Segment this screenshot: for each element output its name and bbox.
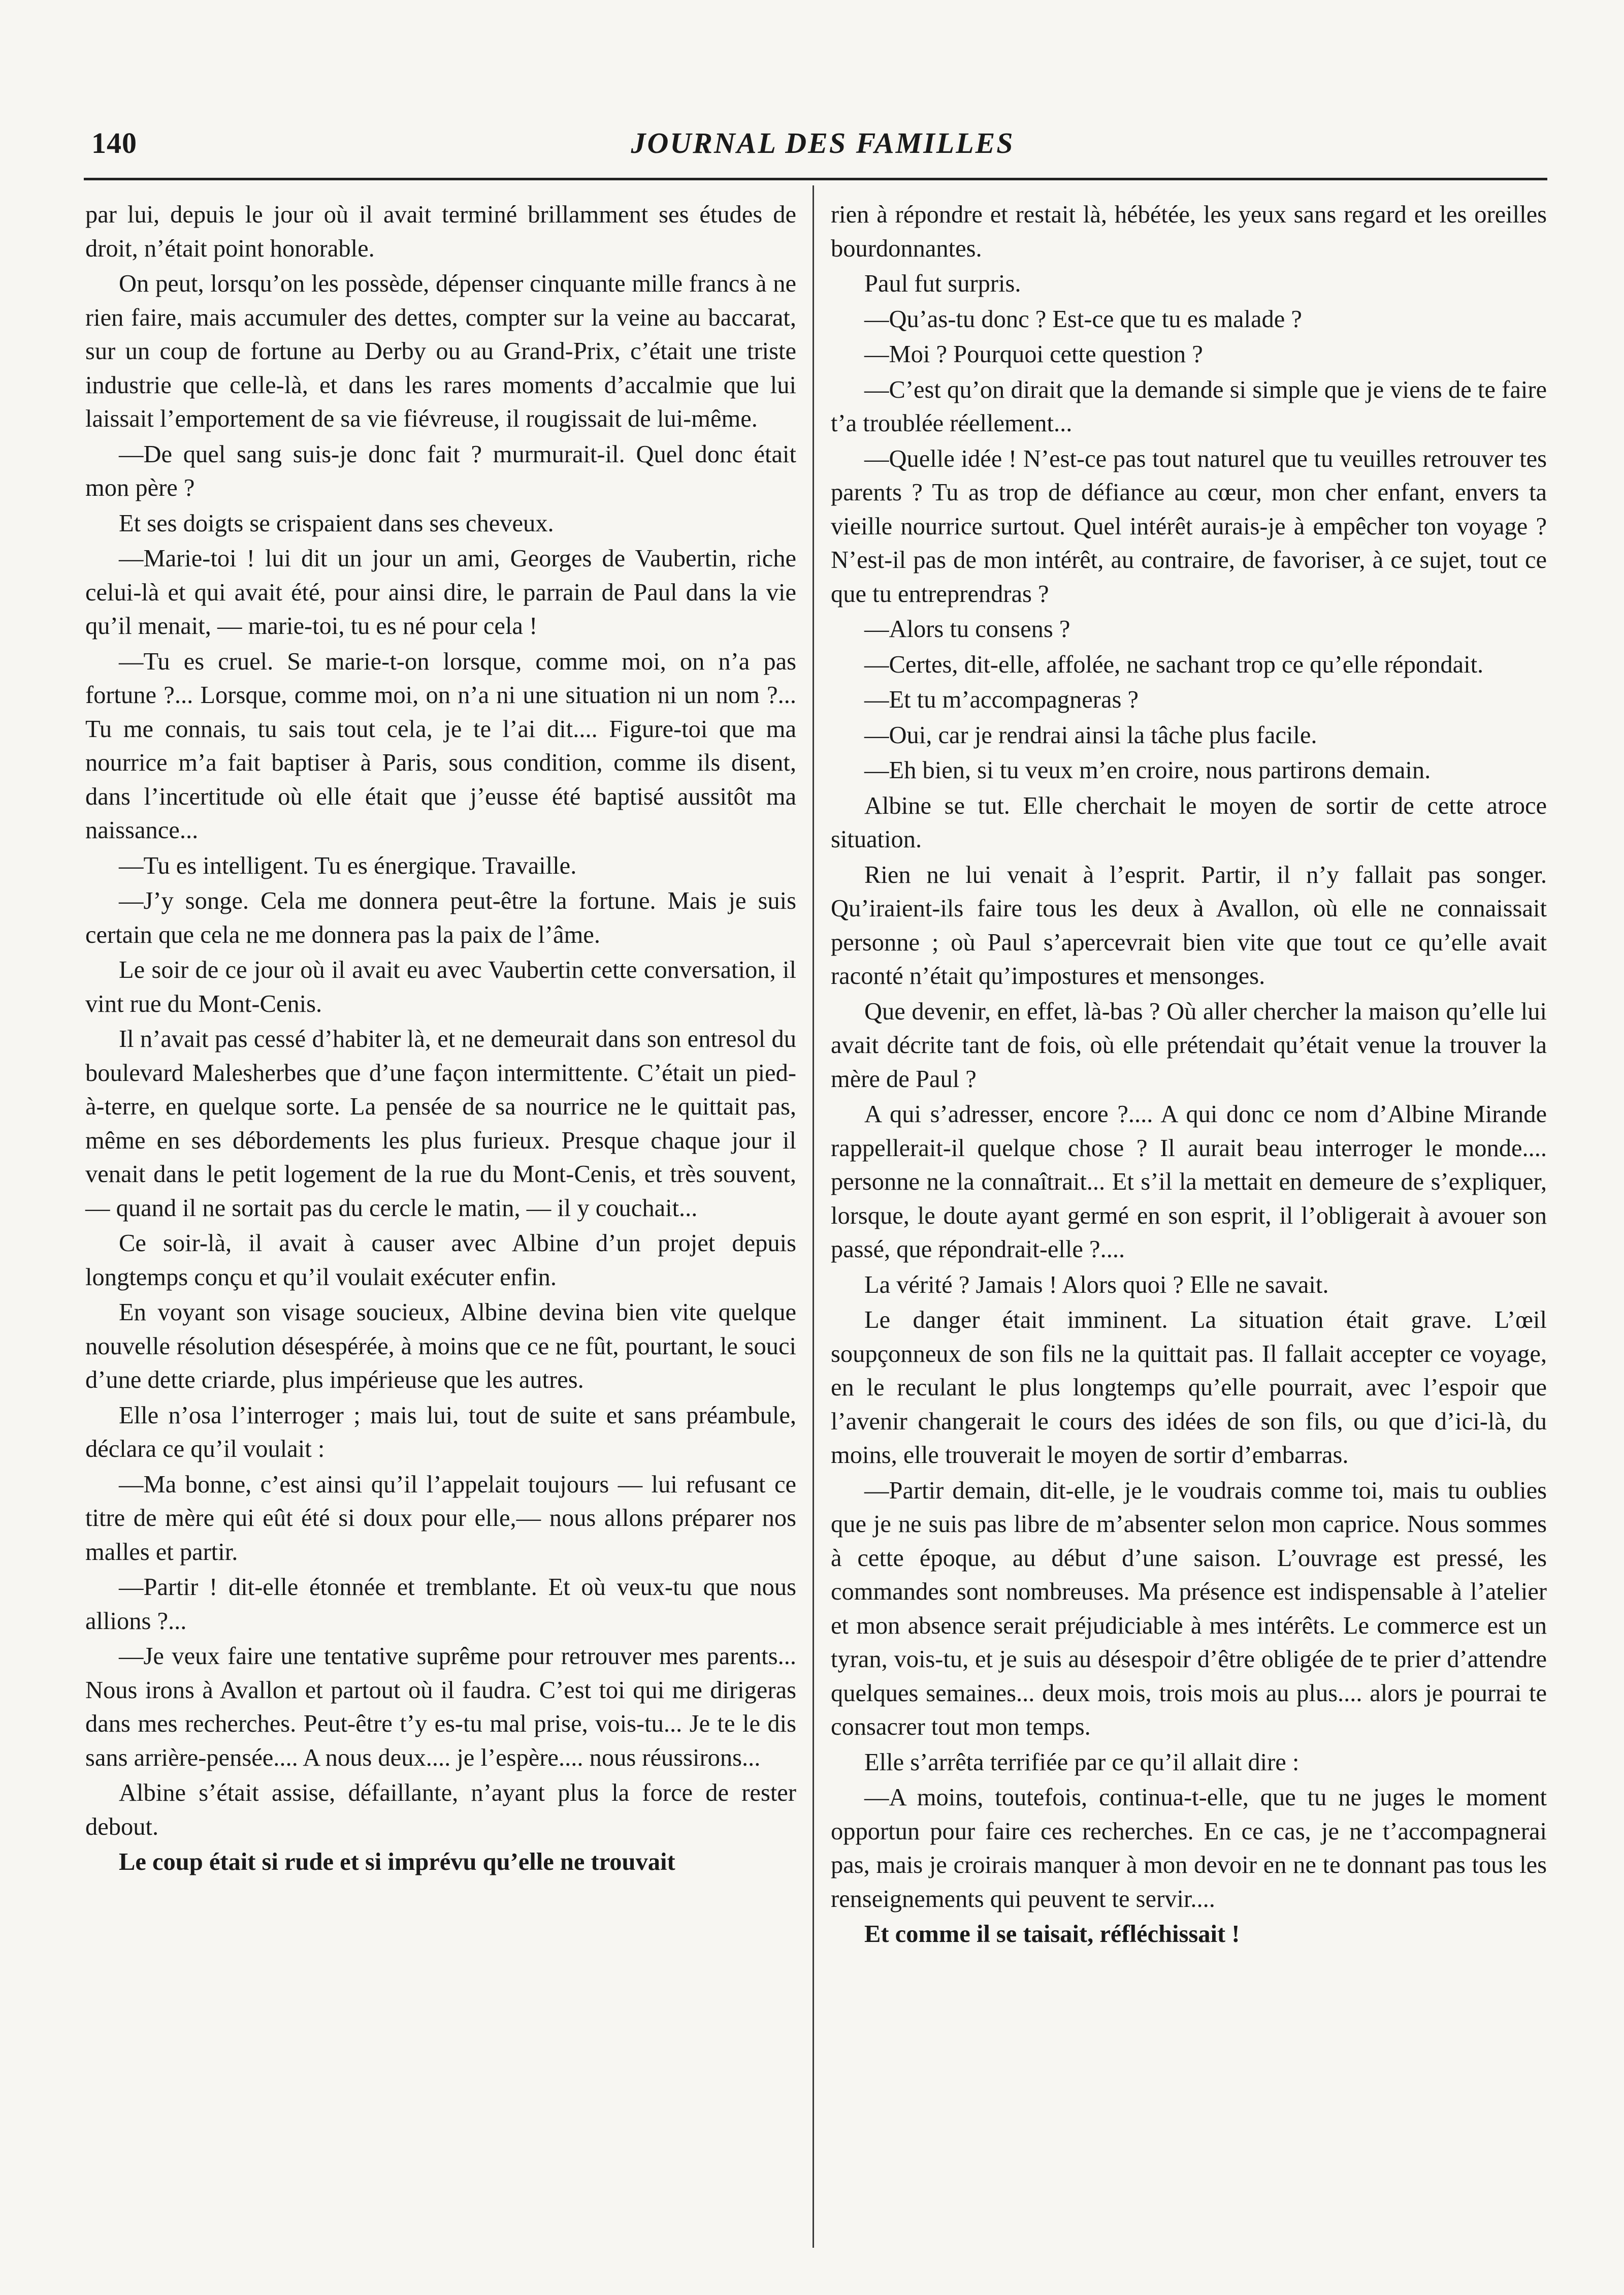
paragraph: —Alors tu consens ? <box>864 616 1070 643</box>
paragraph: —Et tu m’accompagneras ? <box>864 686 1139 713</box>
page-header <box>91 126 1554 172</box>
paragraph: En voyant son visage soucieux, Albine devina bien vite quelque nouvelle résolution désespérée, à moins que ce ne fût, pourtant, le souci d’une dette criarde, plus impérieuse que les autres. <box>85 1299 796 1393</box>
paragraph: —Partir ! dit-elle étonnée et tremblante. Et où veux-tu que nous allions ?... <box>85 1574 796 1635</box>
paragraph: —A moins, toutefois, continua-t-elle, que tu ne juges le moment opportun pour faire ces recherches. En ce cas, je ne t’accompagnerai pas, mais je croirais manquer à mon devoir en ne te donnant pas tous les renseignements qui peuvent te servir.... <box>831 1784 1547 1912</box>
paragraph: —C’est qu’on dirait que la demande si simple que je viens de te faire t’a troublée réellement... <box>831 376 1547 437</box>
paragraph: rien à répondre et restait là, hébétée, les yeux sans regard et les oreilles bourdonnantes. <box>831 201 1547 262</box>
paragraph: Elle s’arrêta terrifiée par ce qu’il allait dire : <box>864 1748 1300 1776</box>
paragraph: —Eh bien, si tu veux m’en croire, nous partirons demain. <box>864 757 1431 784</box>
right-column <box>831 198 1547 1953</box>
left-column <box>85 198 796 1881</box>
paragraph: Elle n’osa l’interroger ; mais lui, tout de suite et sans préambule, déclara ce qu’il voulait : <box>85 1401 796 1462</box>
paragraph: Et ses doigts se crispaient dans ses cheveux. <box>119 509 554 537</box>
paragraph: Albine se tut. Elle cherchait le moyen de sortir de cette atroce situation. <box>831 792 1547 853</box>
journal-title: JOURNAL DES FAMILLES <box>631 126 1015 160</box>
paragraph: —Oui, car je rendrai ainsi la tâche plus facile. <box>864 721 1317 749</box>
paragraph: Rien ne lui venait à l’esprit. Partir, il n’y fallait pas songer. Qu’iraient-ils faire tous les deux à Avallon, où elle ne connaissait personne ; où Paul s’apercevrait bien vite que tout ce qu’elle avait raconté n’était qu’impostures et mensonges. <box>831 861 1547 990</box>
paragraph: La vérité ? Jamais ! Alors quoi ? Elle ne savait. <box>864 1271 1329 1298</box>
paragraph: —Ma bonne, c’est ainsi qu’il l’appelait toujours — lui refusant ce titre de mère qui eût été si doux pour elle,— nous allons préparer nos malles et partir. <box>85 1471 796 1566</box>
paragraph: Il n’avait pas cessé d’habiter là, et ne demeurait dans son entresol du boulevard Malesherbes que d’une façon intermittente. C’était un pied-à-terre, en quelque sorte. La pensée de sa nourrice ne le quittait pas, même en ses débordements les plus furieux. Presque chaque jour il venait dans le petit logement de la rue du Mont-Cenis, et très souvent,— quand il ne sortait pas du cercle le matin, — il y couchait... <box>85 1026 796 1222</box>
paragraph: —Marie-toi ! lui dit un jour un ami, Georges de Vaubertin, riche celui-là et qui avait été, pour ainsi dire, le parrain de Paul dans la vie qu’il menait, — marie-toi, tu es né pour cela ! <box>85 545 796 640</box>
column-divider <box>813 185 814 2248</box>
paragraph: Paul fut surpris. <box>864 270 1021 297</box>
paragraph: —Quelle idée ! N’est-ce pas tout naturel que tu veuilles retrouver tes parents ? Tu as trop de défiance au cœur, mon cher enfant, envers ta vieille nourrice surtout. Quel intérêt aurais-je à empêcher ton voyage ? N’est-il pas de mon intérêt, au contraire, de favoriser, à ce sujet, tout ce que tu entreprendras ? <box>831 445 1547 608</box>
paragraph: —Partir demain, dit-elle, je le voudrais comme toi, mais tu oublies que je ne suis pas libre de m’absenter selon mon caprice. Nous sommes à cette époque, au début d’une saison. L’ouvrage est pressé, les commandes sont nombreuses. Ma présence est indispensable à l’atelier et mon absence serait préjudiciable à mes intérêts. Le commerce est un tyran, vois-tu, et je suis au désespoir d’être obligée de te prier d’attendre quelques semaines... deux mois, trois mois au plus.... alors je pourrai te consacrer tout mon temps. <box>831 1477 1547 1740</box>
page-number: 140 <box>91 126 137 160</box>
paragraph: Ce soir-là, il avait à causer avec Albine d’un projet depuis longtemps conçu et qu’il voulait exécuter enfin. <box>85 1230 796 1291</box>
paragraph: Albine s’était assise, défaillante, n’ayant plus la force de rester debout. <box>85 1779 796 1840</box>
paragraph: —Certes, dit-elle, affolée, ne sachant trop ce qu’elle répondait. <box>864 651 1484 678</box>
paragraph: —Je veux faire une tentative suprême pour retrouver mes parents... Nous irons à Avallon et partout où il faudra. C’est toi qui me dirigeras dans mes recherches. Peut-être t’y es-tu mal prise, vois-tu... Je te le dis sans arrière-pensée.... A nous deux.... je l’espère.... nous réussirons... <box>85 1643 796 1771</box>
paragraph: Le coup était si rude et si imprévu qu’elle ne trouvait <box>119 1848 675 1875</box>
paragraph: —Qu’as-tu donc ? Est-ce que tu es malade ? <box>864 305 1302 333</box>
paragraph: —Moi ? Pourquoi cette question ? <box>864 341 1203 368</box>
header-rule <box>84 178 1547 180</box>
paragraph: On peut, lorsqu’on les possède, dépenser cinquante mille francs à ne rien faire, mais accumuler des dettes, compter sur la veine au baccarat, sur un coup de fortune au Derby ou au Grand-Prix, c’était une triste industrie que celle-là, et dans les rares moments d’accalmie que lui laissait l’emportement de sa vie fiévreuse, il rougissait de lui-même. <box>85 270 796 432</box>
paragraph: Le soir de ce jour où il avait eu avec Vaubertin cette conversation, il vint rue du Mont-Cenis. <box>85 957 796 1017</box>
paragraph: —Tu es intelligent. Tu es énergique. Travaille. <box>119 852 577 879</box>
paragraph: —J’y songe. Cela me donnera peut-être la fortune. Mais je suis certain que cela ne me donnera pas la paix de l’âme. <box>85 887 796 948</box>
paragraph: Et comme il se taisait, réfléchissait ! <box>864 1921 1240 1948</box>
paragraph: —Tu es cruel. Se marie-t-on lorsque, comme moi, on n’a pas fortune ?... Lorsque, comme moi, on n’a ni une situation ni un nom ?... Tu me connais, tu sais tout cela, je te l’ai dit.... Figure-toi que ma nourrice m’a fait baptiser à Paris, sous condition, comme ils disent, dans l’incertitude où elle était que j’eusse été baptisé aussitôt ma naissance... <box>85 648 796 844</box>
paragraph: —De quel sang suis-je donc fait ? murmurait-il. Quel donc était mon père ? <box>85 440 796 501</box>
paragraph: Que devenir, en effet, là-bas ? Où aller chercher la maison qu’elle lui avait décrite tant de fois, où elle prétendait qu’était venue la trouver la mère de Paul ? <box>831 998 1547 1093</box>
paragraph: Le danger était imminent. La situation était grave. L’œil soupçonneux de son fils ne la quittait pas. Il fallait accepter ce voyage, en le reculant le plus longtemps qu’elle pourrait, avec l’espoir que l’avenir changerait le cours des idées de son fils, ou que d’ici-là, du moins, elle trouverait le moyen de sortir d’embarras. <box>831 1306 1547 1469</box>
paragraph: A qui s’adresser, encore ?.... A qui donc ce nom d’Albine Mirande rappellerait-il quelque chose ? Il aurait beau interroger le monde.... personne ne la connaîtrait... Et s’il la mettait en demeure de s’expliquer, lorsque, le doute ayant germé en son esprit, il l’obligerait à avouer son passé, que répondrait-elle ?.... <box>831 1101 1547 1263</box>
paragraph: par lui, depuis le jour où il avait terminé brillamment ses études de droit, n’était point honorable. <box>85 201 796 262</box>
